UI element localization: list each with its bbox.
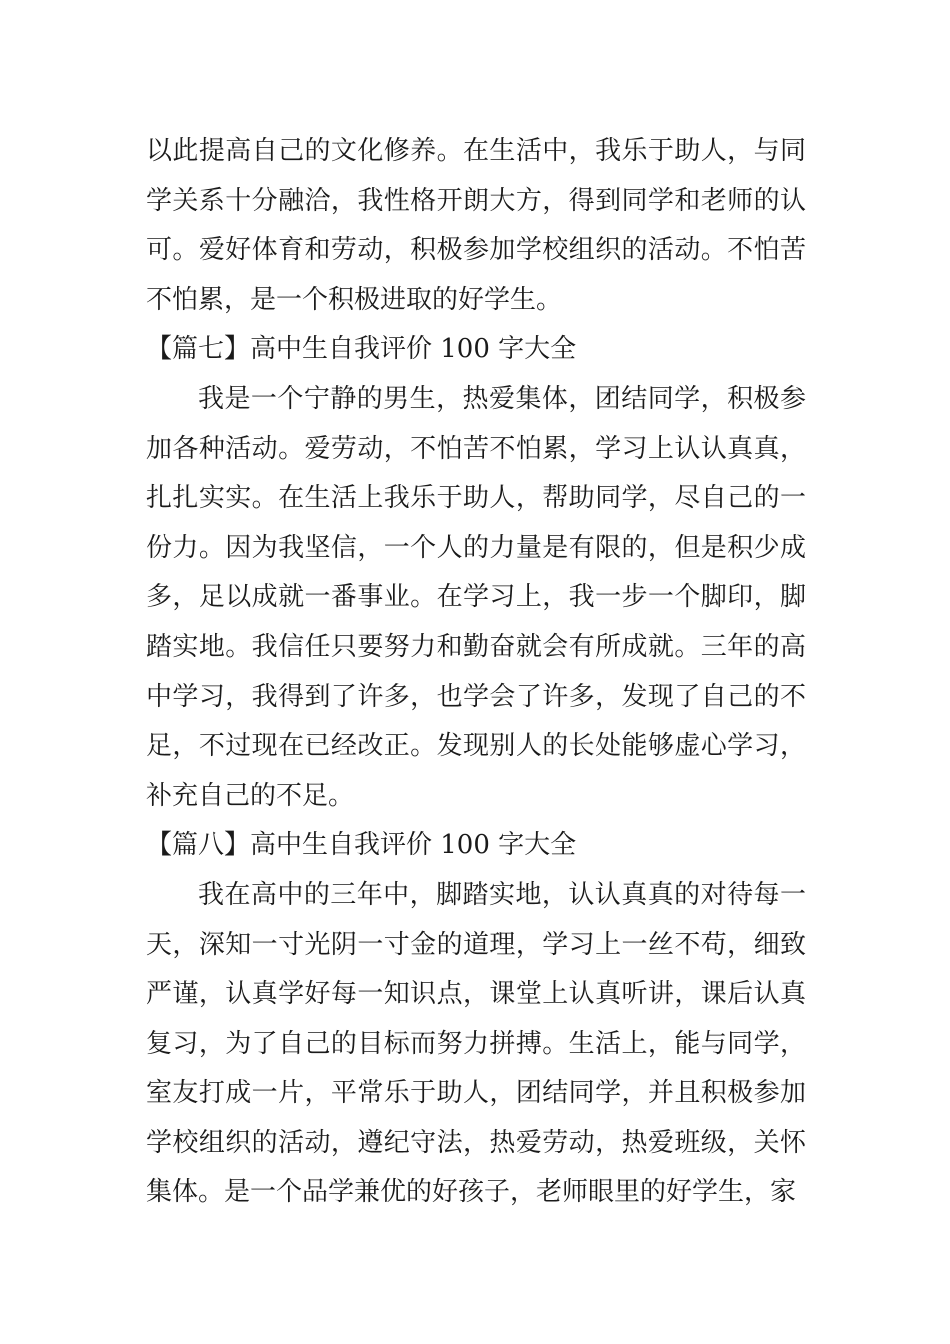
paragraph-section-seven: 我是一个宁静的男生，热爱集体，团结同学，积极参加各种活动。爱劳动，不怕苦不怕累，学习上认认真真，扎扎实实。在生活上我乐于助人，帮助同学，尽自己的一份力。因为我坚信，一个人的力量是有限的，但是积少成多，足以成就一番事业。在学习上，我一步一个脚印，脚踏实地。我信任只要努力和勤奋就会有所成就。三年的高中学习，我得到了许多，也学会了许多，发现了自己的不足，不过现在已经改正。发现别人的长处能够虚心学习，补充自己的不足。: [146, 383, 806, 811]
section-heading-eight: 【篇八】高中生自我评价 100 字大全: [146, 830, 577, 861]
paragraph-continuation: 以此提高自己的文化修养。在生活中，我乐于助人，与同学关系十分融洽，我性格开朗大方，得到同学和老师的认可。爱好体育和劳动，积极参加学校组织的活动。不怕苦不怕累，是一个积极进取的好学生。: [146, 136, 806, 315]
document-body: [146, 127, 806, 1218]
paragraph-section-eight: 我在高中的三年中，脚踏实地，认认真真的对待每一天，深知一寸光阴一寸金的道理，学习上一丝不苟，细致严谨，认真学好每一知识点，课堂上认真听讲，课后认真复习，为了自己的目标而努力拼搏。生活上，能与同学，室友打成一片，平常乐于助人，团结同学，并且积极参加学校组织的活动，遵纪守法，热爱劳动，热爱班级，关怀集体。是一个品学兼优的好孩子，老师眼里的好学生，家: [146, 879, 806, 1208]
section-heading-seven: 【篇七】高中生自我评价 100 字大全: [146, 334, 577, 365]
